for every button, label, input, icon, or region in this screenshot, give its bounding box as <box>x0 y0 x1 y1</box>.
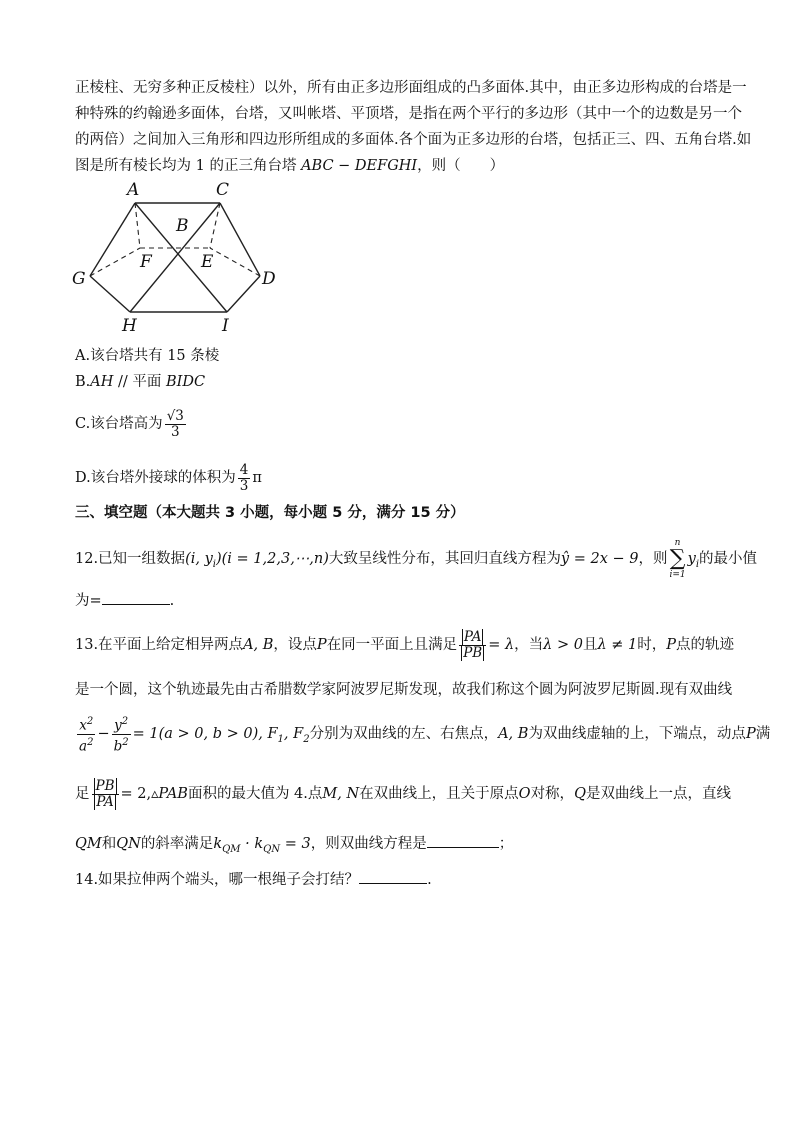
q12-answer-blank[interactable] <box>102 604 170 605</box>
regression-equation: ŷ = 2x − 9 <box>560 551 639 567</box>
label-I: I <box>222 316 229 336</box>
q12-yi: $y_i$ <box>687 551 700 570</box>
q13-text: 和 <box>101 836 117 852</box>
q12-data-pair: (i, $y_i$ <box>185 551 216 570</box>
q14-answer-blank[interactable] <box>359 883 427 884</box>
q13-text: 且 <box>582 637 598 653</box>
q12-period: . <box>169 593 175 609</box>
q13-text: ，当 <box>514 637 544 653</box>
question-13-line-4 <box>75 772 731 816</box>
fraction-y2-b2: $\frac{y^2}{b^2}$ <box>113 716 129 754</box>
fraction-numerator: 4 <box>239 461 249 478</box>
q13-text: 的斜率满足 <box>140 836 214 852</box>
intro-line-2: 种特殊的约翰逊多面体，台塔，又叫帐塔、平顶塔，是指在两个平行的多边形（其中一个的边数是另一个 <box>75 106 742 122</box>
q13-intro: 13.在平面上给定相异两点 <box>75 637 244 653</box>
q12-text: 大致呈线性分布，其回归直线方程为 <box>328 551 561 567</box>
label-F: F <box>140 252 152 272</box>
q12-ask: 的最小值 <box>699 551 758 567</box>
intro-line-4 <box>75 156 504 176</box>
question-13-line-5 <box>75 834 513 860</box>
sigma-symbol: ∑ <box>669 546 686 571</box>
lambda-not-one: λ ≠ 1 <box>597 637 638 653</box>
q13-text: 时， <box>637 637 667 653</box>
fraction-x2-a2: $\frac{x^2}{a^2}$ <box>79 716 94 754</box>
point-p: P <box>316 637 327 653</box>
cupola-figure <box>70 178 290 338</box>
plane-bidc: BIDC <box>166 374 206 390</box>
abs-pa: PA <box>96 793 114 810</box>
question-14 <box>75 870 432 890</box>
points-ab: A, B <box>498 726 529 742</box>
label-E: E <box>201 252 214 272</box>
section-heading: 三、填空题（本大题共 3 小题，每小题 5 分，满分 15 分） <box>75 505 465 521</box>
q13-text: 分别为双曲线的左、右焦点， <box>309 726 499 742</box>
q12-then: ，则 <box>638 551 668 567</box>
option-b-text: // 平面 <box>113 374 166 390</box>
equals-lambda: = λ <box>488 637 515 653</box>
point-q: Q <box>574 786 586 802</box>
q13-text: ，则双曲线方程是 <box>310 836 427 852</box>
summation <box>669 538 685 580</box>
q13-text: 满 <box>755 726 771 742</box>
hyperbola-condition: = 1(a > 0, b > 0), $F_1$, $F_2$ <box>132 726 310 745</box>
q13-text: ，设点 <box>273 637 317 653</box>
q13-semicolon: ； <box>498 836 514 852</box>
equals-two: = 2, <box>120 786 152 802</box>
label-C: C <box>216 180 230 200</box>
label-D: D <box>262 269 276 289</box>
lambda-positive: λ > 0 <box>543 637 583 653</box>
option-c <box>75 402 188 446</box>
ratio-pb-pa <box>92 779 119 810</box>
ratio-pa-pb <box>459 630 486 661</box>
q13-text: 为双曲线虚轴的上，下端点，动点 <box>528 726 746 742</box>
fraction-denominator: 3 <box>239 477 249 494</box>
abs-pb: PB <box>95 777 115 794</box>
q13-text: 在同一平面上且满足 <box>326 637 458 653</box>
question-12-line-1 <box>75 538 758 580</box>
slope-product: $k_{QM} \cdot k_{QN} = 3$ <box>213 836 311 855</box>
line-qm: QM <box>75 836 102 852</box>
question-12-line-2 <box>75 591 174 611</box>
fraction-sqrt3-over-3 <box>165 409 186 440</box>
solid-edges <box>90 203 260 312</box>
pi-symbol: π <box>252 470 262 486</box>
q12-answer-prefix: 为= <box>75 593 102 609</box>
option-d <box>75 456 262 500</box>
intro-question-tail: ，则（ ） <box>417 158 505 174</box>
intro-line-3: 的两倍）之间加入三角形和四边形所组成的多面体.各个面为正多边形的台塔，包括正三、四、五角台塔.如 <box>75 132 752 148</box>
option-d-text: D.该台塔外接球的体积为 <box>75 470 236 486</box>
triangle-pab: ▵PAB <box>151 786 188 802</box>
label-B: B <box>176 216 189 236</box>
origin-o: O <box>518 786 531 802</box>
q12-index-range: )(i = 1,2,3,⋯,n) <box>215 551 329 567</box>
intro-line-1: 正棱柱、无穷多种正反棱柱）以外，所有由正多边形面组成的凸多面体.其中，由正多边形构成的台塔是一 <box>75 80 747 96</box>
point-p: P <box>666 637 677 653</box>
question-13-line-1 <box>75 624 734 666</box>
line-qn: QN <box>116 836 141 852</box>
option-b-letter: B. <box>75 374 91 390</box>
option-c-text: C.该台塔高为 <box>75 416 163 432</box>
question-13-line-2: 是一个圆，这个轨迹最先由古希腊数学家阿波罗尼斯发现，故我们称这个圆为阿波罗尼斯圆.现有双曲线 <box>75 682 733 698</box>
points-ab: A, B <box>243 637 274 653</box>
q14-period: . <box>427 872 432 888</box>
label-G: G <box>72 269 86 289</box>
q13-text: 在双曲线上，且关于原点 <box>359 786 519 802</box>
q13-text: 足 <box>75 786 90 802</box>
q13-text: 点的轨迹 <box>676 637 735 653</box>
point-p: P <box>745 726 756 742</box>
sum-lower: i=1 <box>669 570 686 580</box>
edge-ah: AH <box>90 374 114 390</box>
points-mn: M, N <box>322 786 360 802</box>
label-H: H <box>122 316 137 336</box>
q13-text: 对称， <box>530 786 575 802</box>
q14-text: 14.如果拉伸两个端头，哪一根绳子会打结？ <box>75 872 360 888</box>
q13-text: 面积的最大值为 4.点 <box>187 786 323 802</box>
fraction-4-over-3 <box>238 463 251 494</box>
abs-pb: PB <box>463 644 483 661</box>
fraction-denominator: 3 <box>170 423 180 440</box>
solid-name: ABC − DEFGHI <box>301 158 418 174</box>
abs-pa: PA <box>463 628 482 645</box>
option-a: A.该台塔共有 15 条棱 <box>75 348 220 364</box>
label-A: A <box>127 180 140 200</box>
sum-upper: n <box>674 538 681 548</box>
minus-sign: − <box>97 726 110 742</box>
option-b <box>75 372 205 392</box>
q13-text: 是双曲线上一点，直线 <box>585 786 731 802</box>
q13-answer-blank[interactable] <box>427 847 499 848</box>
q12-intro: 12.已知一组数据 <box>75 551 186 567</box>
hidden-edges <box>90 203 260 276</box>
fraction-numerator: √3 <box>166 407 184 424</box>
intro-text: 图是所有棱长均为 1 的正三角台塔 <box>75 158 297 174</box>
question-13-line-3 <box>75 712 770 756</box>
